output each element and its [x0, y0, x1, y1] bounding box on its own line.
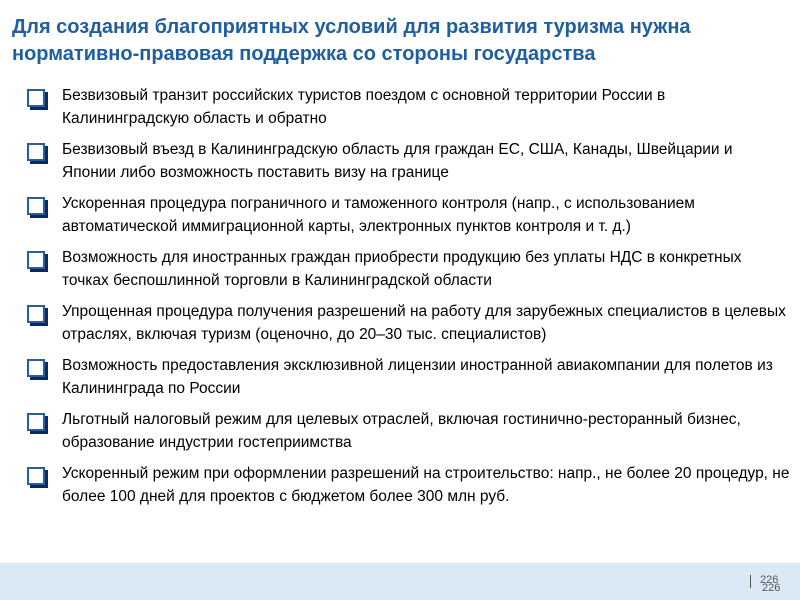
checkbox-square-icon [27, 359, 48, 380]
bullet-text: Возможность предоставления эксклюзивной лицензии иностранной авиакомпании для полетов из Калининграда по России [62, 357, 773, 397]
bullet-item [25, 301, 790, 346]
bullet-text: Безвизовый въезд в Калининградскую область для граждан ЕС, США, Канады, Швейцарии и Японии либо возможность поставить визу на границе [62, 141, 733, 181]
footer-divider [750, 575, 751, 588]
checkbox-square-icon [27, 89, 48, 110]
bullet-item [25, 247, 790, 292]
checkbox-square-icon [27, 143, 48, 164]
bullet-text: Возможность для иностранных граждан приобрести продукцию без уплаты НДС в конкретных точках беспошлинной торговли в Калининградской области [62, 249, 742, 289]
bullet-text: Безвизовый транзит российских туристов поездом с основной территории России в Калининградскую область и обратно [62, 87, 666, 127]
bullet-item [25, 463, 790, 508]
bullet-text: Ускоренная процедура пограничного и таможенного контроля (напр., с использованием автоматической иммиграционной карты, электронных пунктов контроля и т. д.) [62, 195, 695, 235]
page-number-duplicate: 226 [762, 582, 781, 594]
bullet-list [25, 85, 790, 517]
bullet-text: Упрощенная процедура получения разрешений на работу для зарубежных специалистов в целевых отраслях, включая туризм (оценочно, до 20–30 тыс. специалистов) [62, 303, 786, 343]
bullet-text: Льготный налоговый режим для целевых отраслей, включая гостинично-ресторанный бизнес, образование индустрии гостеприимства [62, 411, 741, 451]
checkbox-square-icon [27, 413, 48, 434]
checkbox-square-icon [27, 467, 48, 488]
bullet-item [25, 355, 790, 400]
checkbox-square-icon [27, 197, 48, 218]
bullet-item [25, 193, 790, 238]
checkbox-square-icon [27, 251, 48, 272]
footer-band [0, 563, 800, 600]
bullet-item [25, 409, 790, 454]
bullet-text: Ускоренный режим при оформлении разрешений на строительство: напр., не более 20 процедур, не более 100 дней для проектов с бюджетом более 300 млн руб. [62, 465, 790, 505]
page-number: 226 [760, 574, 779, 586]
slide-title: Для создания благоприятных условий для развития туризма нужна нормативно-правовая поддержка со стороны государства [12, 16, 691, 65]
bullet-item [25, 139, 790, 184]
bullet-item [25, 85, 790, 130]
checkbox-square-icon [27, 305, 48, 326]
